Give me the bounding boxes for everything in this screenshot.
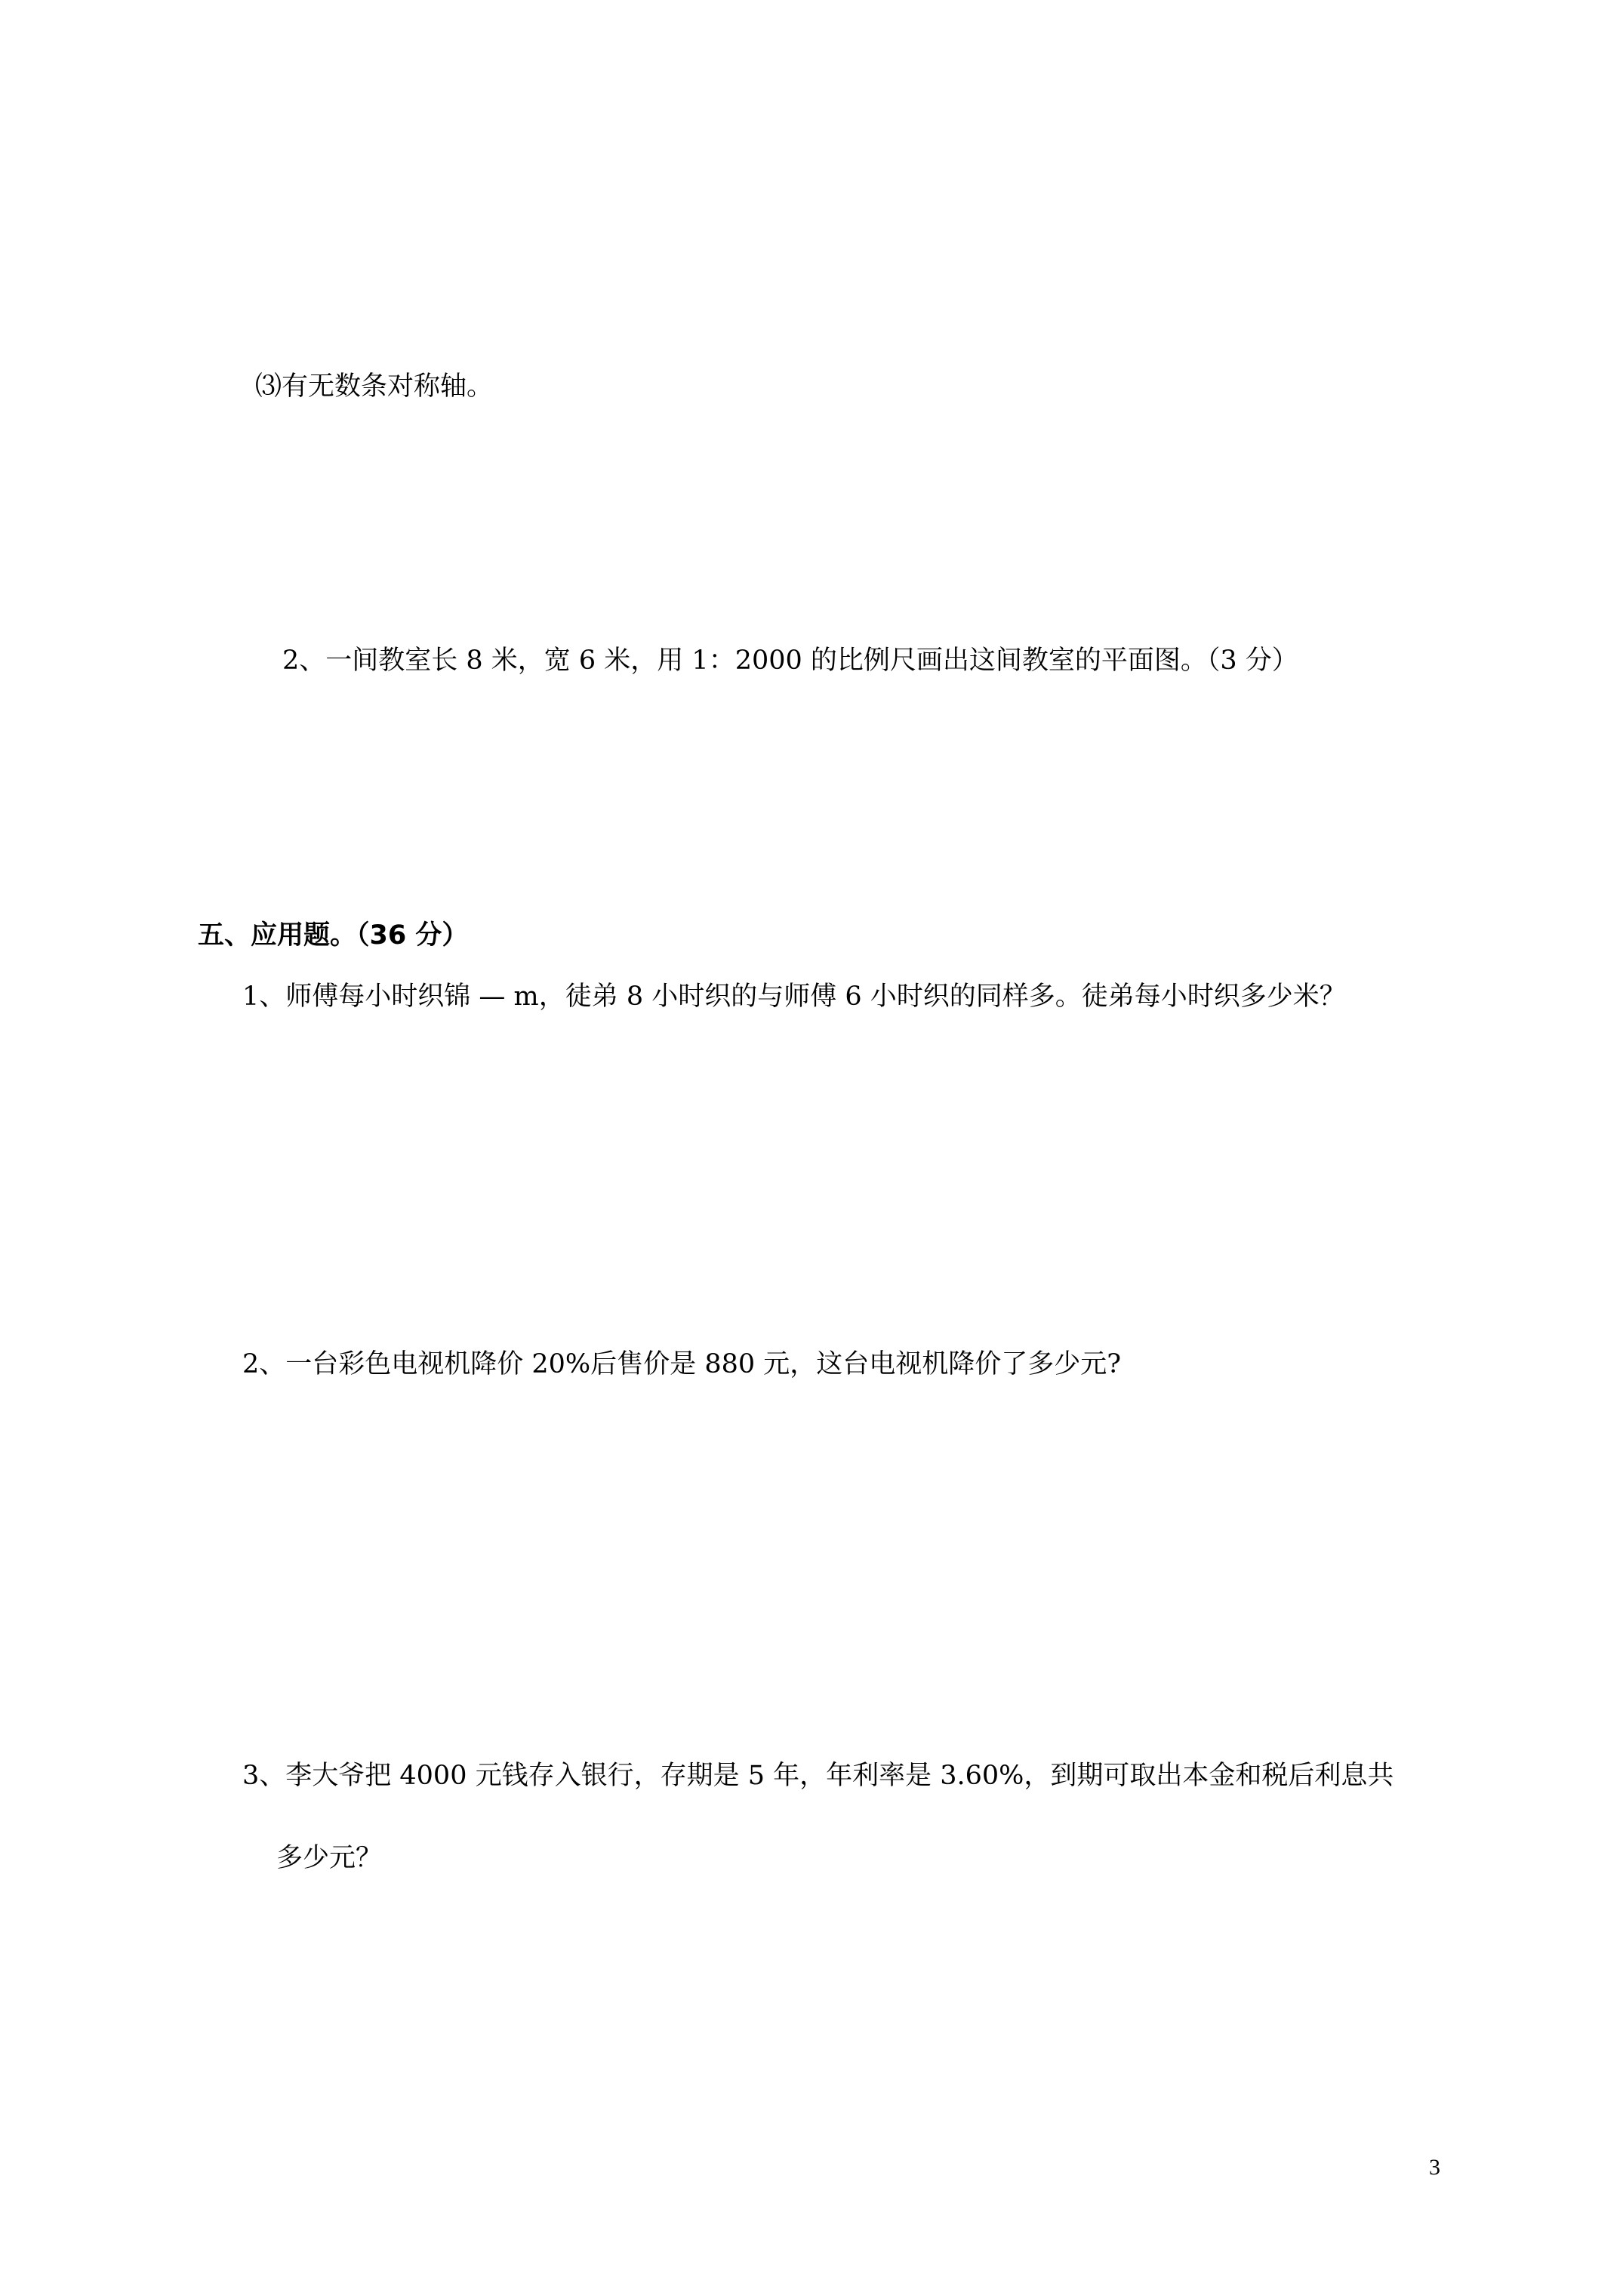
section-heading-application-problems: 五、应用题。（36 分） [198,920,469,951]
question-bank-deposit-continued: 多少元？ [276,1843,383,1873]
sub-item-symmetry-axes: ⑶有无数条对称轴。 [255,371,494,402]
question-tv-discount: 2、一台彩色电视机降价 20%后售价是 880 元，这台电视机降价了多少元? [242,1349,1122,1379]
question-classroom-scale-drawing: 2、一间教室长 8 米，宽 6 米，用 1：2000 的比例尺画出这间教室的平面图。（3 分） [282,646,1298,676]
page-number: 3 [1429,2155,1440,2180]
question-bank-deposit: 3、李大爷把 4000 元钱存入银行，存期是 5 年，年利率是 3.60%，到期可取出本金和税后利息共 [242,1761,1394,1791]
question-weaving-rate: 1、师傅每小时织锦 — m，徒弟 8 小时织的与师傅 6 小时织的同样多。徒弟每小时织多少米？ [242,982,1346,1012]
